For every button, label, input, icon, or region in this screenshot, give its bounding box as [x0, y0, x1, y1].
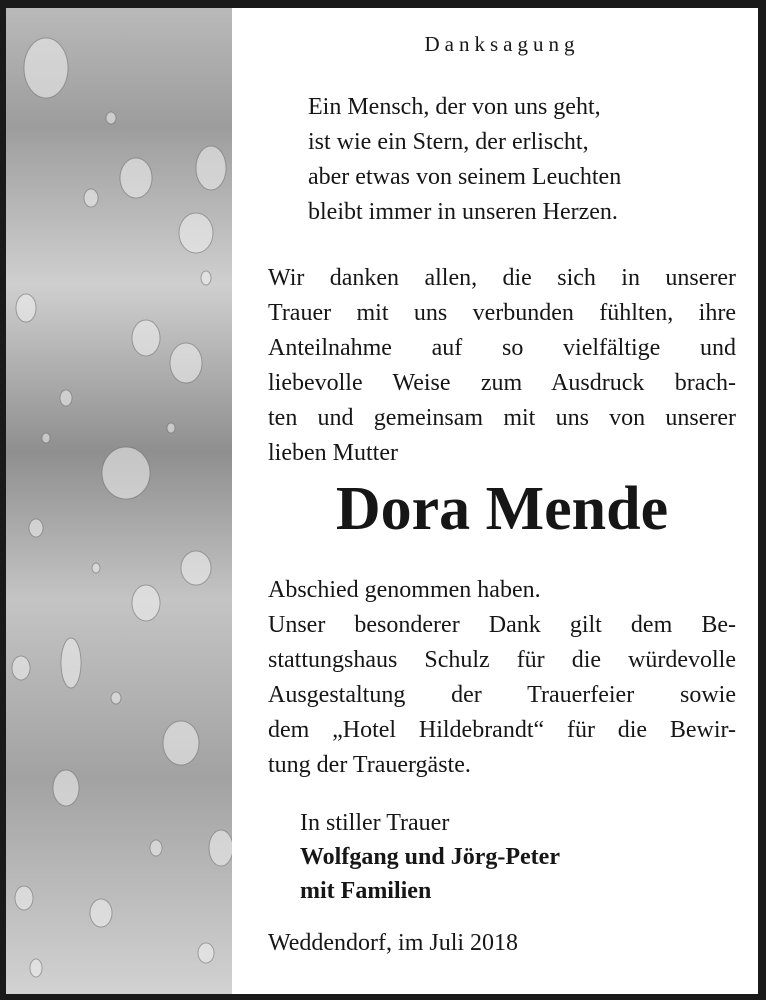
raindrops-illustration: [6, 8, 232, 994]
raindrop-photo: [6, 8, 232, 994]
thanks-line: lieben Mutter: [268, 440, 398, 466]
farewell-paragraph: [268, 573, 736, 783]
poem: [308, 90, 621, 230]
farewell-line: dem „Hotel Hildebrandt“ für die Bewir-: [268, 717, 736, 743]
poem-line: aber etwas von seinem Leuchten: [308, 164, 622, 190]
signature-family: mit Familien: [300, 878, 432, 904]
thanks-line: ten und gemeinsam mit uns von unserer: [268, 405, 736, 431]
heading: Danksagung: [424, 32, 580, 56]
signature-intro: In stiller Trauer: [300, 810, 450, 836]
thanks-paragraph: [268, 261, 736, 471]
deceased-name: Dora Mende: [335, 475, 669, 543]
farewell-line: Unser besonderer Dank gilt dem Be-: [268, 612, 736, 638]
poem-line: Ein Mensch, der von uns geht,: [308, 94, 601, 120]
thanks-line: liebevolle Weise zum Ausdruck brach-: [268, 370, 736, 396]
farewell-line: Ausgestaltung der Trauerfeier sowie: [268, 682, 736, 708]
signature-names: Wolfgang und Jörg-Peter: [300, 844, 560, 870]
farewell-line: stattungshaus Schulz für die würdevolle: [268, 647, 736, 673]
signature: [300, 806, 560, 908]
place-date: Weddendorf, im Juli 2018: [268, 930, 519, 956]
thanks-line: Anteilnahme auf so vielfältige und: [268, 335, 736, 361]
poem-line: bleibt immer in unseren Herzen.: [308, 199, 618, 225]
obituary-notice: [6, 8, 758, 994]
farewell-line: Abschied genommen haben.: [268, 577, 541, 603]
thanks-line: Wir danken allen, die sich in unserer: [268, 265, 736, 291]
poem-line: ist wie ein Stern, der erlischt,: [308, 129, 589, 155]
farewell-line: tung der Trauergäste.: [268, 752, 471, 778]
thanks-line: Trauer mit uns verbunden fühlten, ihre: [268, 300, 736, 326]
